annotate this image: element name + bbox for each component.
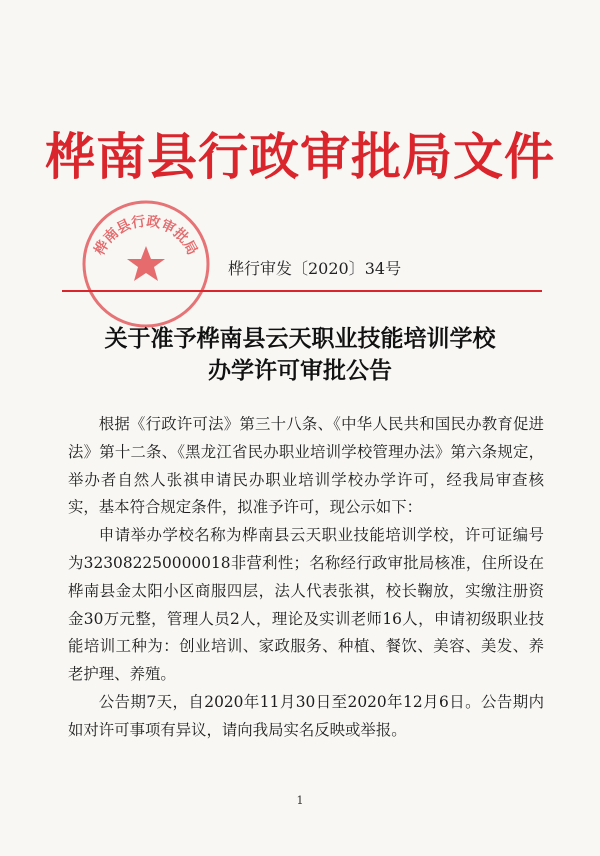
notice-title-line1: 关于准予桦南县云天职业技能培训学校	[104, 325, 496, 352]
seal-text: 桦南县行政审批局	[91, 213, 201, 258]
official-seal-icon	[78, 196, 214, 332]
notice-body	[68, 411, 544, 745]
body-paragraph: 根据《行政许可法》第三十八条、《中华人民共和国民办教育促进法》第十二条、《黑龙江省民办职业培训学校管理办法》第六条规定，举办者自然人张祺申请民办职业培训学校办学许可，经我局审查核实，基本符合规定条件，拟准予许可，现公示如下：	[68, 415, 544, 517]
notice-title-line2: 办学许可审批公告	[208, 357, 392, 384]
body-paragraph: 公告期7天，自2020年11月30日至2020年12月6日。公告期内如对许可事项有异议，请向我局实名反映或举报。	[68, 692, 544, 739]
document-number: 桦行审发〔2020〕34号	[228, 259, 402, 278]
document-header-title: 桦南县行政审批局文件	[45, 128, 555, 186]
page-number: 1	[296, 794, 304, 807]
body-paragraph: 申请举办学校名称为桦南县云天职业技能培训学校，许可证编号为323082250000018非营利性；名称经行政审批局核准，住所设在桦南县金太阳小区商服四层，法人代表张祺，校长鞠放，实缴注册资金30万元整，管理人员2人，理论及实训老师16人，申请初级职业技能培训工种为：创业培训、家政服务、种植、餐饮、美容、美发、养老护理、养殖。	[68, 526, 544, 684]
header-divider	[62, 290, 542, 292]
